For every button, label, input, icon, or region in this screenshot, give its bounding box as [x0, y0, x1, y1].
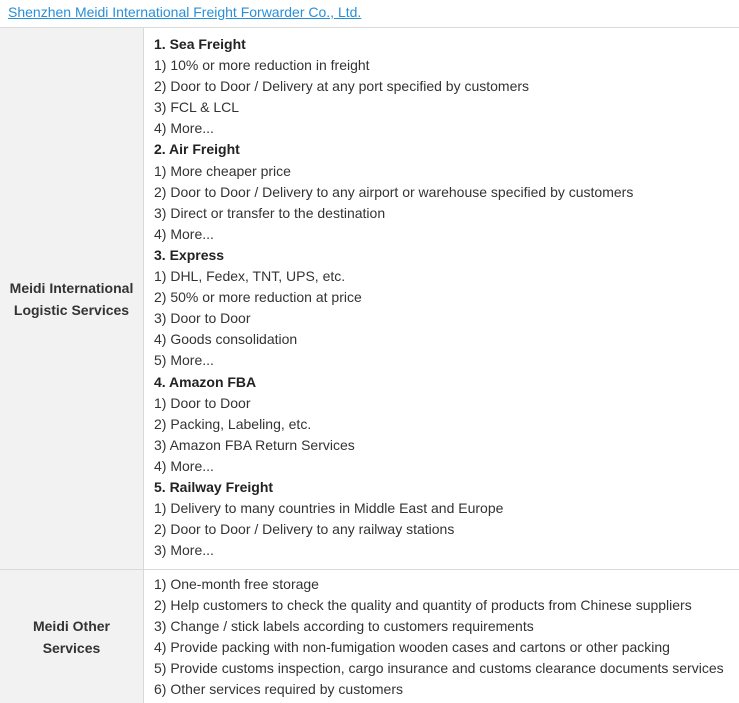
list-item: 4) Goods consolidation	[154, 331, 298, 348]
logistic-services-row	[0, 28, 739, 569]
list-item: 1) DHL, Fedex, TNT, UPS, etc.	[154, 268, 346, 285]
section-heading: 3. Express	[154, 246, 225, 263]
list-item: 2) Packing, Labeling, etc.	[154, 415, 312, 432]
section-heading: 2. Air Freight	[154, 141, 240, 158]
list-item: 2) Help customers to check the quality and quantity of products from Chinese suppliers	[154, 597, 692, 614]
other-services-row	[0, 569, 739, 703]
services-table	[0, 27, 739, 703]
company-link[interactable]: Shenzhen Meidi International Freight Forwarder Co., Ltd.	[8, 4, 362, 20]
list-item: 6) Other services required by customers	[154, 681, 403, 698]
list-item: 1) 10% or more reduction in freight	[154, 57, 370, 74]
label-line: Services	[42, 639, 101, 656]
list-item: 3) More...	[154, 542, 214, 559]
list-item: 1) More cheaper price	[154, 162, 291, 179]
list-item: 5) Provide customs inspection, cargo insurance and customs clearance documents services	[154, 660, 724, 677]
list-item: 3) Change / stick labels according to customers requirements	[154, 618, 534, 635]
list-item: 2) Door to Door / Delivery at any port specified by customers	[154, 78, 530, 95]
list-item: 4) More...	[154, 457, 214, 474]
list-item: 1) Delivery to many countries in Middle East and Europe	[154, 500, 504, 517]
other-services-label	[0, 570, 144, 703]
label-line: Logistic Services	[13, 301, 130, 318]
list-item: 4) More...	[154, 120, 214, 137]
logistic-services-label	[0, 28, 144, 569]
list-item: 4) Provide packing with non-fumigation wooden cases and cartons or other packing	[154, 639, 670, 656]
list-item: 2) Door to Door / Delivery to any railway stations	[154, 521, 455, 538]
header-row	[0, 0, 739, 27]
list-item: 5) More...	[154, 352, 214, 369]
list-item: 1) One-month free storage	[154, 576, 319, 592]
list-item: 3) Amazon FBA Return Services	[154, 436, 355, 453]
label-line: Meidi Other	[32, 617, 110, 634]
list-item: 1) Door to Door	[154, 394, 251, 411]
logistic-services-content	[144, 28, 739, 569]
section-heading: 4. Amazon FBA	[154, 373, 257, 390]
list-item: 4) More...	[154, 225, 214, 242]
section-heading: 5. Railway Freight	[154, 478, 274, 495]
list-item: 3) Door to Door	[154, 310, 251, 327]
other-services-content	[144, 570, 739, 703]
list-item: 2) 50% or more reduction at price	[154, 289, 362, 306]
list-item: 3) FCL & LCL	[154, 99, 240, 116]
list-item: 3) Direct or transfer to the destination	[154, 204, 386, 221]
label-line: Meidi International	[9, 279, 134, 296]
section-heading: 1. Sea Freight	[154, 36, 246, 52]
list-item: 2) Door to Door / Delivery to any airport or warehouse specified by customers	[154, 183, 634, 200]
